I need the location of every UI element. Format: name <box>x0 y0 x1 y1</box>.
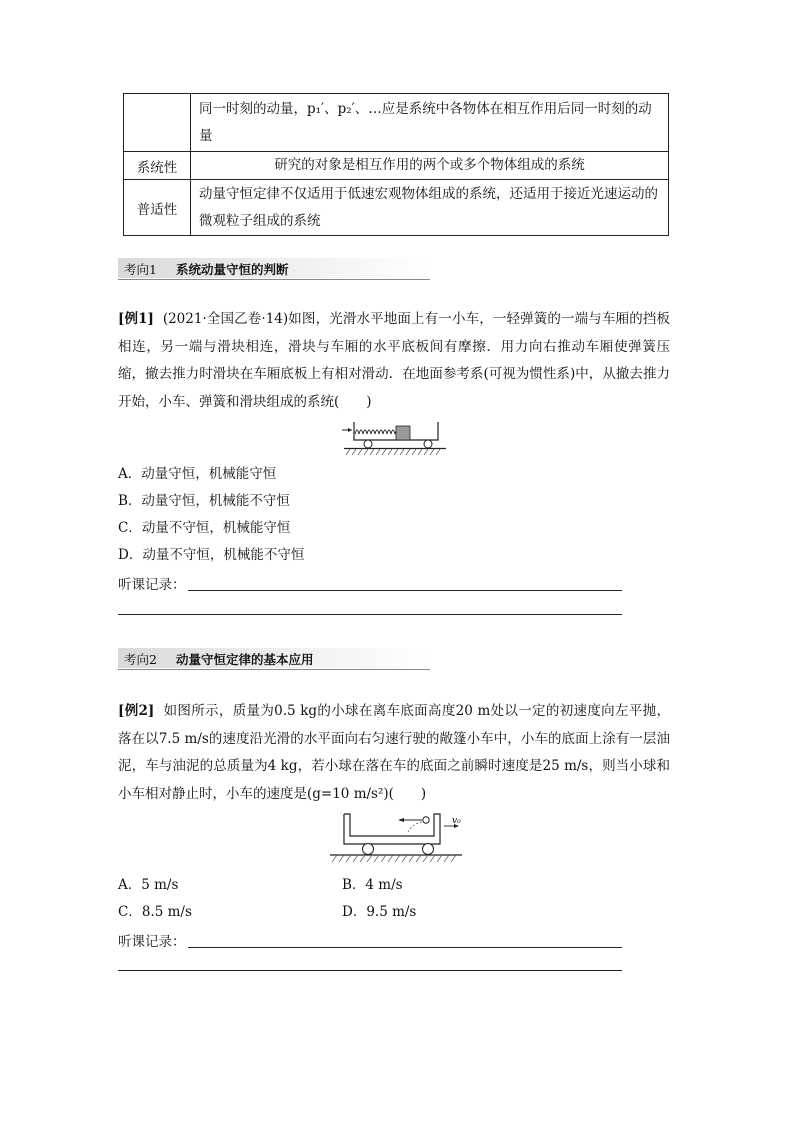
concept-table <box>123 93 669 236</box>
note-underline <box>188 947 622 948</box>
section-title: 动量守恒定律的基本应用 <box>176 652 314 667</box>
section-tag: 考向1 <box>124 262 157 277</box>
section-header-1 <box>118 258 430 278</box>
note-field-2 <box>118 930 622 950</box>
example-text: 如图所示，质量为0.5 kg的小球在离车底面高度20 m处以一定的初速度向左平抛，落在以7.5 m/s的速度沿光滑的水平面向右匀速行驶的敞篷小车中，小车的底面上涂有一层油泥，车与油泥的总质量为4 kg，若小球在落在车的底面之前瞬时速度是25 m/s，则当小球和小车相对静止时，小车的速度是(g=10 m/s²)( ) <box>118 703 670 802</box>
option-a: A．动量守恒，机械能守恒 <box>118 466 277 482</box>
option-a: A．5 m/s <box>118 877 179 893</box>
example-text: 如图，光滑水平地面上有一小车，一轻弹簧的一端与车厢的挡板相连，另一端与滑块相连，滑块与车厢的水平底板间有摩擦．用力向右推动车厢使弹簧压缩，撤去推力时滑块在车厢底板上有相对滑动．在地面参考系(可视为惯性系)中，从撤去推力开始，小车、弹簧和滑块组成的系统( ) <box>118 311 670 410</box>
section-title: 系统动量守恒的判断 <box>176 262 289 277</box>
table-cell-row3-label: 普适性 <box>124 180 191 236</box>
table-cell-row2-label: 系统性 <box>124 152 191 180</box>
example-label: [例1] <box>118 311 154 327</box>
note-underline-2 <box>118 614 622 615</box>
cart-spring-block-figure <box>342 420 446 456</box>
note-underline <box>188 590 622 591</box>
note-label: 听课记录： <box>118 934 186 950</box>
table-cell-empty <box>124 94 191 152</box>
open-cart-ball-figure <box>328 812 464 862</box>
example-2-stem <box>118 698 670 808</box>
option-d: D．9.5 m/s <box>342 904 417 920</box>
section-tag: 考向2 <box>124 652 157 667</box>
example-label: [例2] <box>118 703 155 719</box>
example-1-stem <box>118 306 670 416</box>
option-c: C．8.5 m/s <box>118 904 192 920</box>
option-b: B．动量守恒，机械能不守恒 <box>118 493 290 509</box>
option-b: B．4 m/s <box>342 877 403 893</box>
note-field-1 <box>118 573 622 593</box>
option-d: D．动量不守恒，机械能不守恒 <box>118 547 305 563</box>
note-underline-2 <box>118 970 622 971</box>
option-c: C．动量不守恒，机械能守恒 <box>118 520 291 536</box>
table-cell-row1-text: 同一时刻的动量，p₁′、p₂′、…应是系统中各物体在相互作用后同一时刻的动量 <box>191 94 669 152</box>
note-label: 听课记录： <box>118 577 186 593</box>
section-header-2 <box>118 648 430 668</box>
table-cell-row3-text: 动量守恒定律不仅适用于低速宏观物体组成的系统，还适用于接近光速运动的微观粒子组成的系统 <box>191 180 669 236</box>
example-source: (2021·全国乙卷·14) <box>162 311 289 327</box>
table-cell-row2-text: 研究的对象是相互作用的两个或多个物体组成的系统 <box>191 152 669 180</box>
velocity-label: v₀ <box>452 816 461 826</box>
